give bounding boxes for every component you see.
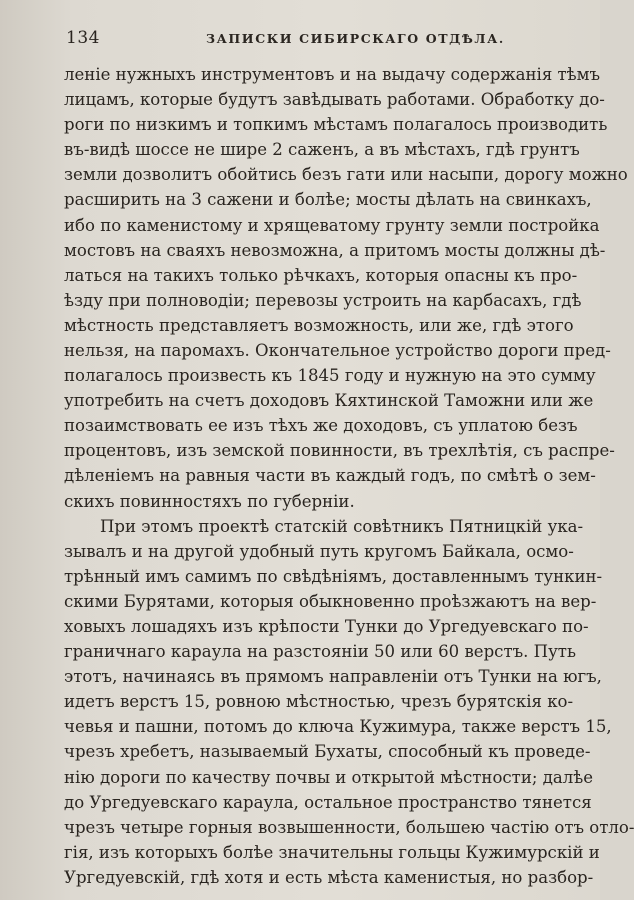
text-line: ибо по каменистому и хрящеватому грунту земли постройка — [64, 215, 600, 235]
text-line: чевья и пашни, потомъ до ключа Кужимура, также верстъ 15, — [64, 717, 612, 737]
text-line: Ургедуевскій, гдѣ хотя и есть мѣста каменистыя, но разбор- — [64, 867, 594, 887]
text-line: расширить на 3 сажени и болѣе; мосты дѣлать на свинкахъ, — [64, 190, 592, 210]
text-line: въ-видѣ шоссе не шире 2 саженъ, а въ мѣстахъ, гдѣ грунтъ — [64, 140, 580, 160]
text-line: трѣнный имъ самимъ по свѣдѣніямъ, доставленнымъ тункин- — [64, 566, 603, 586]
text-line: гія, изъ которыхъ болѣе значительны гольцы Кужимурскій и — [64, 842, 600, 862]
text-line: ховыхъ лошадяхъ изъ крѣпости Тунки до Ургедуевскаго по- — [64, 617, 589, 636]
text-line: зывалъ и на другой удобный путь кругомъ Байкала, осмо- — [64, 541, 574, 561]
text-line: нельзя, на паромахъ. Окончательное устройство дороги пред- — [64, 341, 611, 360]
text-line: граничнаго караула на разстояніи 50 или 60 верстъ. Путь — [64, 642, 576, 662]
text-line: дѣленіемъ на равныя части въ каждый годъ, по смѣтѣ о зем- — [64, 466, 596, 486]
text-line: процентовъ, изъ земской повинности, въ трехлѣтія, съ распре- — [64, 441, 615, 461]
paragraph-end-line: скихъ повинностяхъ по губерніи. — [64, 491, 355, 511]
text-line: полагалось произвесть къ 1845 году и нужную на это сумму — [64, 366, 596, 386]
text-line: леніе нужныхъ инструментовъ и на выдачу содержанія тѣмъ — [64, 65, 601, 84]
text-line: земли дозволитъ обойтись безъ гати или насыпи, дорогу можно — [64, 165, 628, 185]
text-line: мостовъ на сваяхъ невозможна, а притомъ мосты должны дѣ- — [64, 240, 606, 260]
text-line: роги по низкимъ и топкимъ мѣстамъ полагалось производить — [64, 115, 608, 135]
page-header — [66, 28, 550, 54]
text-line: чрезъ четыре горныя возвышенности, большею частію отъ отло- — [64, 817, 634, 837]
running-title: ЗАПИСКИ СИБИРСКАГО ОТДѢЛА. — [206, 31, 505, 46]
text-line: нію дороги по качеству почвы и открытой мѣстности; далѣе — [64, 767, 594, 787]
text-line: ѣзду при полноводіи; перевозы устроить на карбасахъ, гдѣ — [64, 290, 582, 310]
text-line: мѣстность представляетъ возможность, или же, гдѣ этого — [64, 315, 574, 335]
text-line: лицамъ, которые будутъ завѣдывать работами. Обработку до- — [64, 90, 605, 110]
text-line: до Ургедуевскаго караула, остальное пространство тянется — [64, 792, 592, 812]
text-line: употребить на счетъ доходовъ Кяхтинской Таможни или же — [64, 391, 594, 411]
text-line: латься на такихъ только рѣчкахъ, которыя опасны къ про- — [64, 265, 578, 285]
text-line: позаимствовать ее изъ тѣхъ же доходовъ, съ уплатою безъ — [64, 416, 578, 436]
paragraph-start-line: При этомъ проектѣ статскій совѣтникъ Пятницкій ука- — [100, 516, 584, 536]
text-line: чрезъ хребетъ, называемый Бухаты, способный къ проведе- — [64, 742, 591, 762]
text-line: этотъ, начинаясь въ прямомъ направленіи отъ Тунки на югъ, — [64, 667, 602, 687]
text-line: идетъ верстъ 15, ровною мѣстностью, чрезъ бурятскія ко- — [64, 692, 574, 712]
page-number: 134 — [66, 28, 100, 48]
text-line: скими Бурятами, которыя обыкновенно проѣзжаютъ на вер- — [64, 591, 597, 611]
